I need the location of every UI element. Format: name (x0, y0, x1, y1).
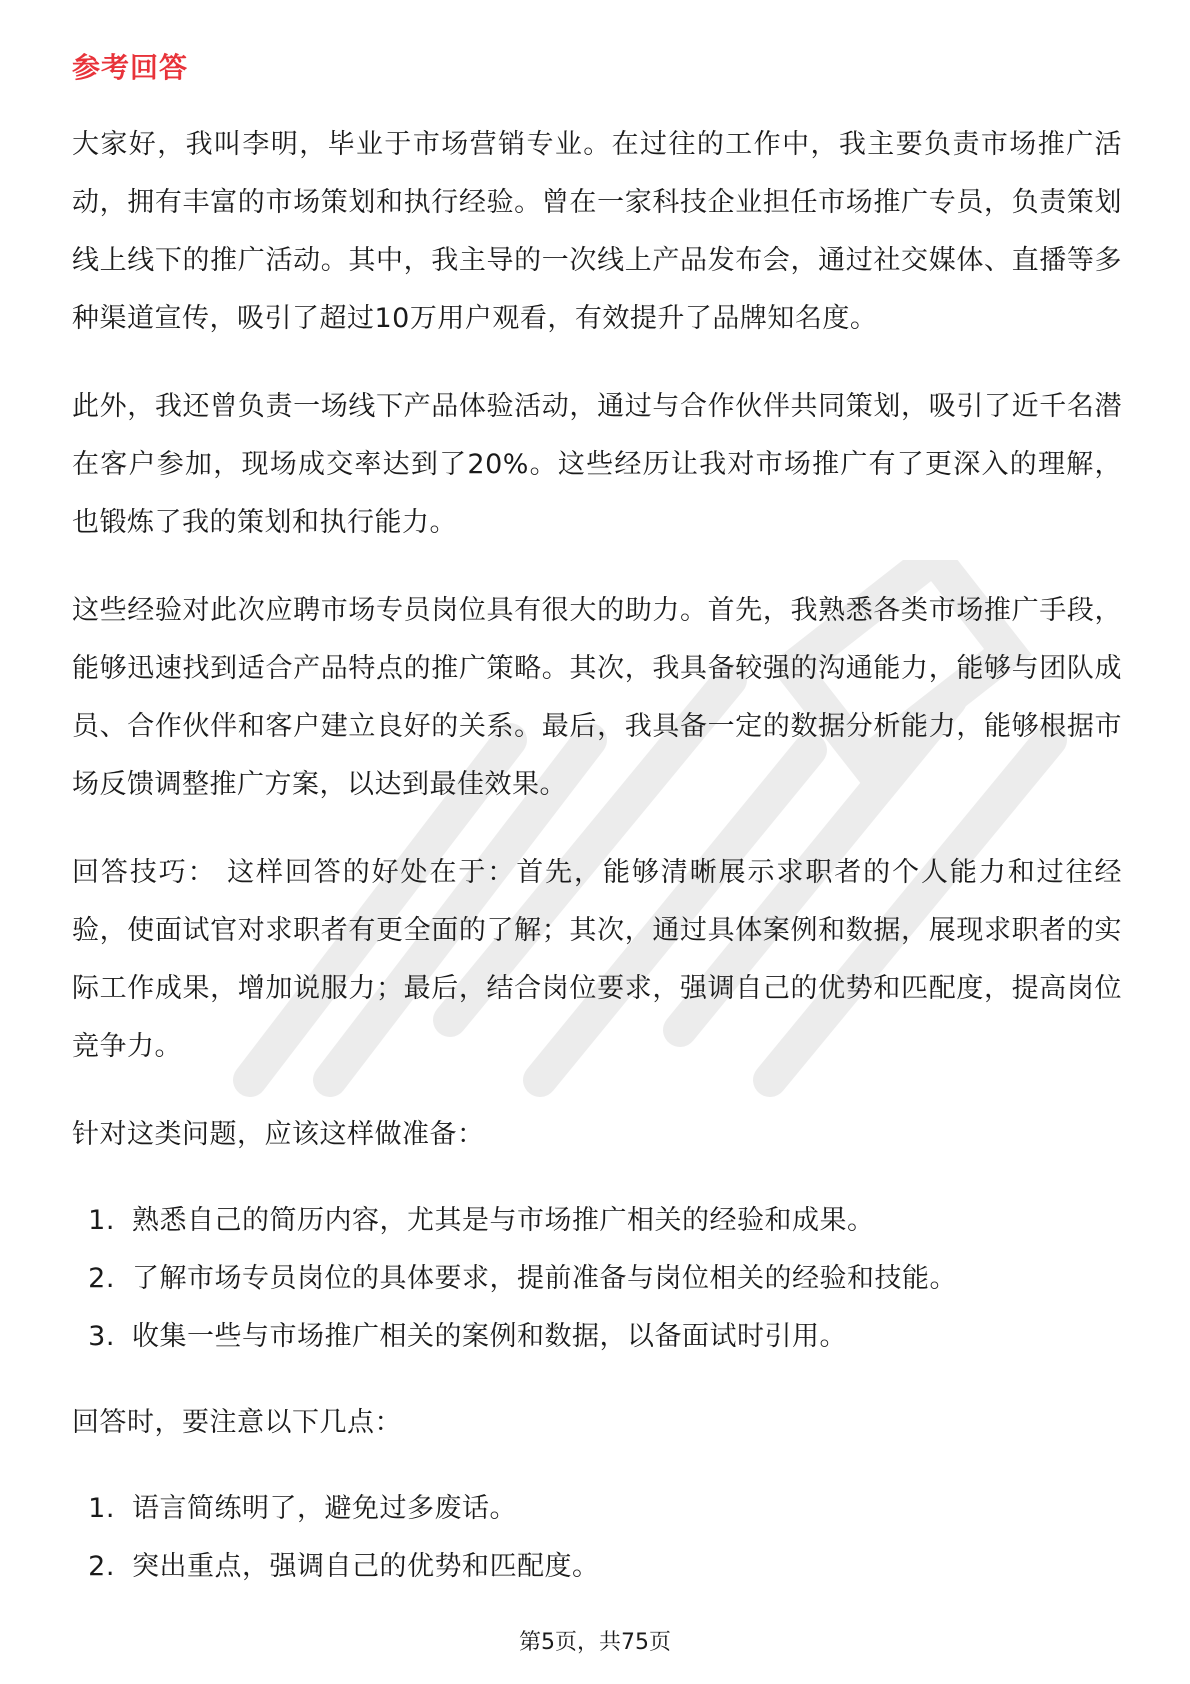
list-item: 1. 语言简练明了，避免过多废话。 (124, 1480, 1122, 1538)
list-item: 3. 收集一些与市场推广相关的案例和数据，以备面试时引用。 (124, 1308, 1122, 1366)
answer-paragraph-3: 这些经验对此次应聘市场专员岗位具有很大的助力。首先，我熟悉各类市场推广手段，能够迅速找到适合产品特点的推广策略。其次，我具备较强的沟通能力，能够与团队成员、合作伙伴和客户建立良好的关系。最后，我具备一定的数据分析能力，能够根据市场反馈调整推广方案，以达到最佳效果。 (72, 595, 1122, 800)
document-body (72, 48, 1122, 1624)
prep-list (72, 1192, 1122, 1366)
list-item: 2. 突出重点，强调自己的优势和匹配度。 (124, 1538, 1122, 1596)
page-number: 第5页，共75页 (519, 1630, 671, 1655)
notes-list (72, 1480, 1122, 1596)
answer-paragraph-2: 此外，我还曾负责一场线下产品体验活动，通过与合作伙伴共同策划，吸引了近千名潜在客户参加，现场成交率达到了20%。这些经历让我对市场推广有了更深入的理解，也锻炼了我的策划和执行能力。 (72, 391, 1122, 538)
list-item: 1. 熟悉自己的简历内容，尤其是与市场推广相关的经验和成果。 (124, 1192, 1122, 1250)
answer-tips-paragraph: 回答技巧： 这样回答的好处在于：首先，能够清晰展示求职者的个人能力和过往经验，使面试官对求职者有更全面的了解；其次，通过具体案例和数据，展现求职者的实际工作成果，增加说服力；最后，结合岗位要求，强调自己的优势和匹配度，提高岗位竞争力。 (72, 857, 1122, 1062)
prep-intro: 针对这类问题，应该这样做准备： (72, 1119, 485, 1150)
answer-paragraph-1: 大家好，我叫李明，毕业于市场营销专业。在过往的工作中，我主要负责市场推广活动，拥有丰富的市场策划和执行经验。曾在一家科技企业担任市场推广专员，负责策划线上线下的推广活动。其中，我主导的一次线上产品发布会，通过社交媒体、直播等多种渠道宣传，吸引了超过10万用户观看，有效提升了品牌知名度。 (72, 129, 1122, 334)
notes-intro: 回答时，要注意以下几点： (72, 1407, 402, 1438)
list-item: 2. 了解市场专员岗位的具体要求，提前准备与岗位相关的经验和技能。 (124, 1250, 1122, 1308)
section-heading: 参考回答 (72, 51, 189, 84)
